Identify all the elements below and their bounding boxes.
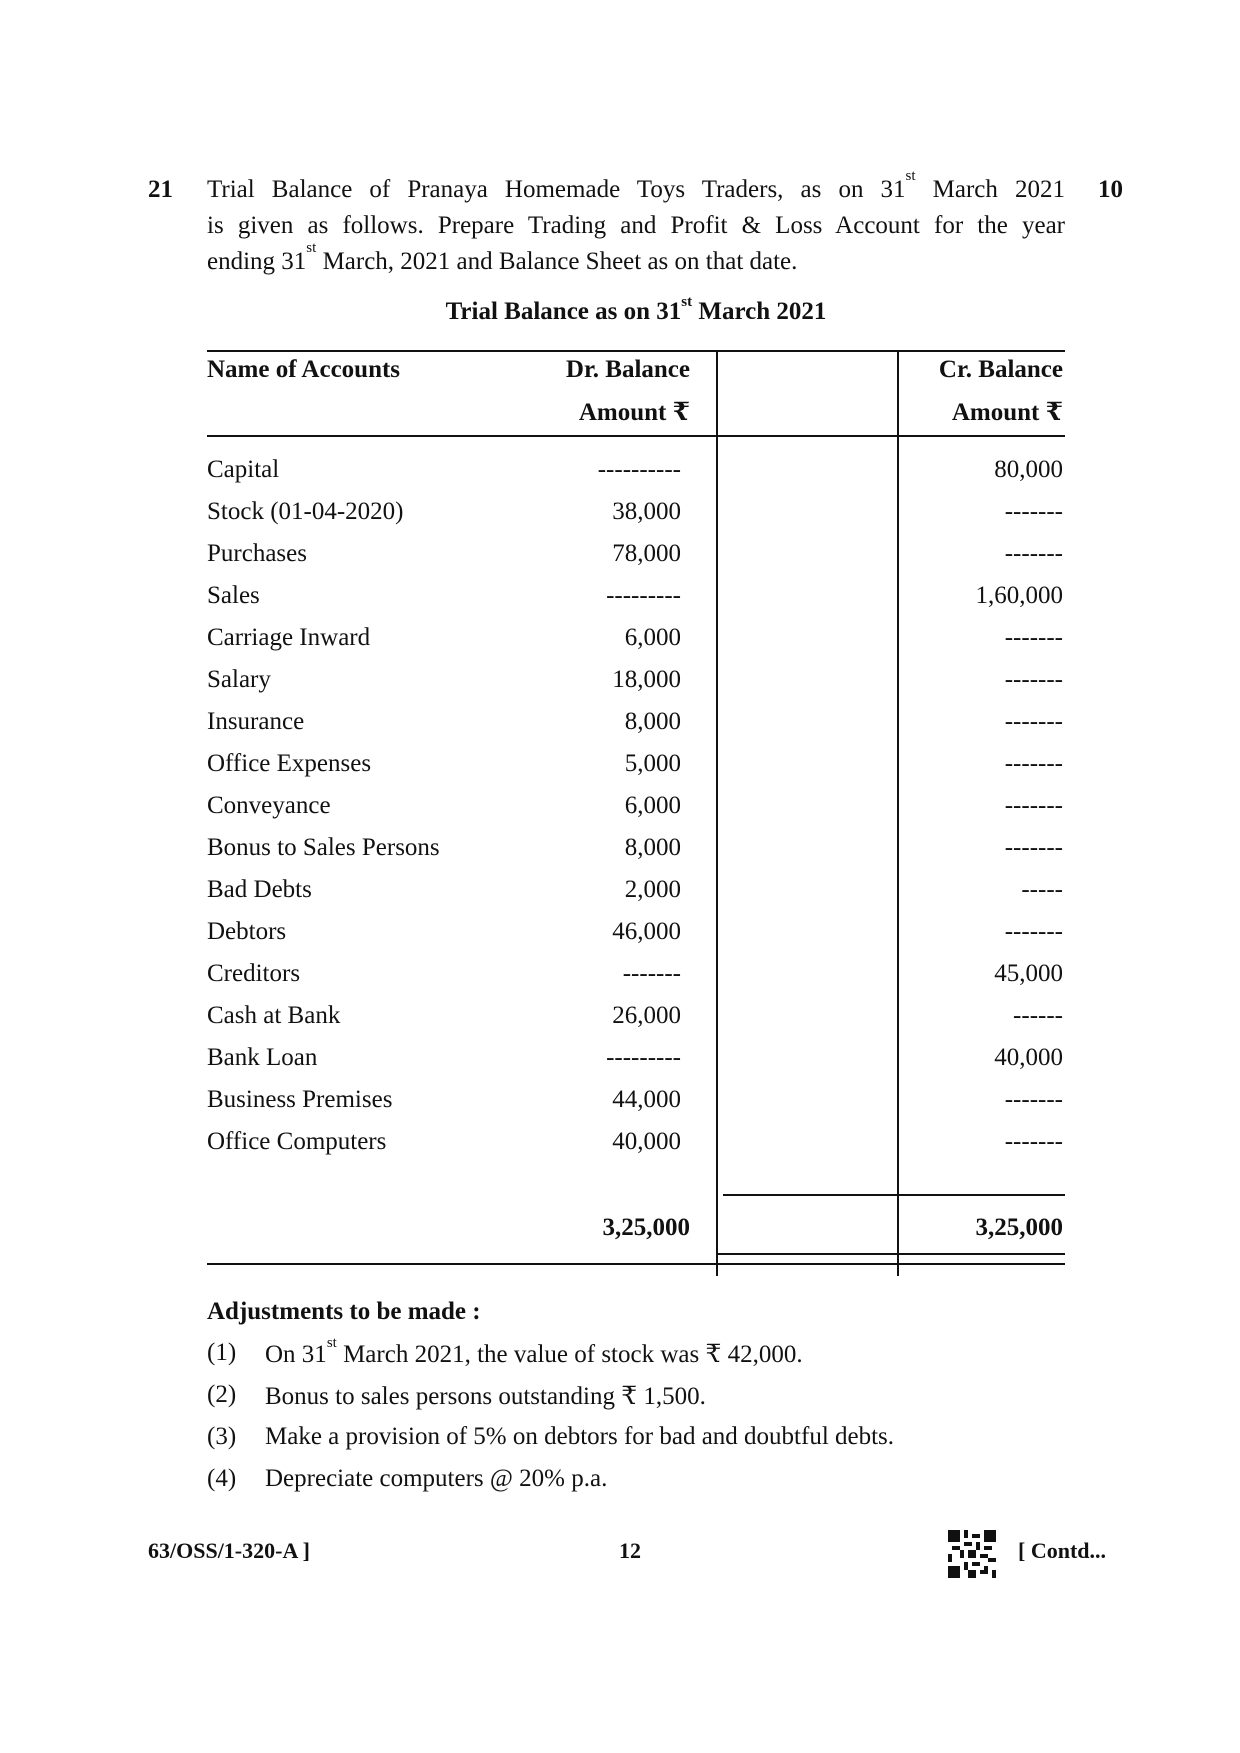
cr-amount: 45,000 <box>994 960 1063 987</box>
table-row <box>207 456 1065 498</box>
total-cr: 3,25,000 <box>975 1214 1063 1241</box>
cr-amount: ----- <box>1021 876 1063 903</box>
adjustment-text: Make a provision of 5% on debtors for bad and doubtful debts. <box>265 1423 895 1450</box>
cr-amount: ------- <box>1004 498 1063 525</box>
header-cr-balance: Cr. Balance <box>938 356 1063 383</box>
account-name: Business Premises <box>207 1086 393 1113</box>
cr-amount: ------- <box>1004 1128 1063 1155</box>
total-dr: 3,25,000 <box>602 1214 690 1241</box>
dr-amount: 78,000 <box>612 540 681 567</box>
table-title-tail: March 2021 <box>692 298 827 325</box>
trial-balance-table <box>207 350 1065 1276</box>
table-row <box>207 582 1065 624</box>
cr-amount: ------- <box>1004 624 1063 651</box>
continued-label: [ Contd... <box>1018 1538 1107 1563</box>
paper-code: 63/OSS/1-320-A ] <box>148 1538 310 1563</box>
adjustment-text: Bonus to sales persons outstanding ₹ 1,500. <box>265 1383 706 1410</box>
account-name: Stock (01-04-2020) <box>207 498 404 525</box>
table-row <box>207 540 1065 582</box>
total-top-rule <box>723 1194 1065 1196</box>
account-name: Debtors <box>207 918 287 945</box>
table-row <box>207 1044 1065 1086</box>
account-name: Capital <box>207 456 280 483</box>
cr-amount: 1,60,000 <box>975 582 1063 609</box>
table-top-rule <box>207 350 1065 352</box>
total-double-rule <box>716 1253 1065 1255</box>
adjustment-text: Depreciate computers @ 20% p.a. <box>265 1465 608 1492</box>
table-row <box>207 666 1065 708</box>
account-name: Carriage Inward <box>207 624 371 651</box>
cr-amount: ------- <box>1004 666 1063 693</box>
account-name: Insurance <box>207 708 305 735</box>
superscript: st <box>905 168 916 184</box>
dr-amount: 18,000 <box>612 666 681 693</box>
table-row <box>207 624 1065 666</box>
account-name: Conveyance <box>207 792 331 819</box>
question-line-1-text: Trial Balance of Pranaya Homemade Toys Traders, as on 31 <box>207 176 906 203</box>
cr-amount: 40,000 <box>994 1044 1063 1071</box>
adjustment-number: (3) <box>207 1423 237 1450</box>
header-dr-balance: Dr. Balance <box>565 356 690 383</box>
question-line-3-text: ending 31 <box>207 248 307 275</box>
table-row <box>207 960 1065 1002</box>
superscript: st <box>326 1335 337 1351</box>
superscript: st <box>306 240 317 256</box>
question-line-2: is given as follows. Prepare Trading and Profit & Loss Account for the year <box>207 212 1065 239</box>
table-row <box>207 1128 1065 1170</box>
adjustment-text <box>265 1335 803 1369</box>
dr-amount: 6,000 <box>624 792 681 819</box>
page-number: 12 <box>619 1538 641 1563</box>
dr-amount: --------- <box>606 1044 681 1071</box>
dr-amount: 46,000 <box>612 918 681 945</box>
header-dr-amount: Amount ₹ <box>578 399 690 426</box>
table-row <box>207 876 1065 918</box>
dr-amount: 40,000 <box>612 1128 681 1155</box>
table-row <box>207 750 1065 792</box>
cr-amount: 80,000 <box>994 456 1063 483</box>
question-line-3 <box>207 240 1065 280</box>
table-title <box>207 294 1065 326</box>
adjustment-text-part: On 31 <box>265 1341 327 1368</box>
account-name: Purchases <box>207 540 307 567</box>
account-name: Sales <box>207 582 260 609</box>
dr-amount: --------- <box>606 582 681 609</box>
account-name: Salary <box>207 666 271 693</box>
table-row <box>207 708 1065 750</box>
dr-amount: ------- <box>622 960 681 987</box>
question-marks: 10 <box>1098 176 1123 203</box>
question-line-1-tail: March 2021 <box>915 176 1065 203</box>
cr-amount: ------- <box>1004 750 1063 777</box>
question-number: 21 <box>148 176 173 203</box>
dr-amount: 38,000 <box>612 498 681 525</box>
dr-amount: 8,000 <box>624 708 681 735</box>
question-text <box>207 168 1065 280</box>
account-name: Office Expenses <box>207 750 372 777</box>
dr-amount: ---------- <box>597 456 681 483</box>
question-line-1 <box>207 168 1065 208</box>
cr-amount: ------ <box>1013 1002 1063 1029</box>
header-name-of-accounts: Name of Accounts <box>207 356 401 383</box>
dr-amount: 44,000 <box>612 1086 681 1113</box>
cr-amount: ------- <box>1004 918 1063 945</box>
dr-amount: 8,000 <box>624 834 681 861</box>
adjustment-number: (2) <box>207 1381 237 1408</box>
header-cr-amount: Amount ₹ <box>951 399 1063 426</box>
superscript: st <box>681 294 693 310</box>
table-row <box>207 792 1065 834</box>
cr-amount: ------- <box>1004 1086 1063 1113</box>
account-name: Bad Debts <box>207 876 312 903</box>
adjustment-text-part: March 2021, the value of stock was ₹ 42,000. <box>336 1341 803 1368</box>
cr-amount: ------- <box>1004 792 1063 819</box>
table-row <box>207 498 1065 540</box>
dr-amount: 5,000 <box>624 750 681 777</box>
account-name: Office Computers <box>207 1128 387 1155</box>
account-name: Bonus to Sales Persons <box>207 834 440 861</box>
table-row <box>207 1086 1065 1128</box>
adjustment-number: (4) <box>207 1465 237 1492</box>
table-title-text: Trial Balance as on 31 <box>445 298 682 325</box>
table-row <box>207 918 1065 960</box>
cr-amount: ------- <box>1004 834 1063 861</box>
account-name: Creditors <box>207 960 301 987</box>
adjustments-heading: Adjustments to be made : <box>207 1298 481 1325</box>
header-bottom-rule <box>207 435 1065 437</box>
qr-code-icon <box>948 1530 996 1578</box>
dr-amount: 6,000 <box>624 624 681 651</box>
table-body <box>207 456 1065 1170</box>
account-name: Bank Loan <box>207 1044 318 1071</box>
adjustment-number: (1) <box>207 1339 237 1366</box>
table-bottom-rule <box>207 1263 1065 1265</box>
cr-amount: ------- <box>1004 540 1063 567</box>
dr-amount: 2,000 <box>624 876 681 903</box>
account-name: Cash at Bank <box>207 1002 341 1029</box>
cr-amount: ------- <box>1004 708 1063 735</box>
table-row <box>207 1002 1065 1044</box>
dr-amount: 26,000 <box>612 1002 681 1029</box>
table-row <box>207 834 1065 876</box>
question-line-3-tail: March, 2021 and Balance Sheet as on that date. <box>316 248 798 275</box>
